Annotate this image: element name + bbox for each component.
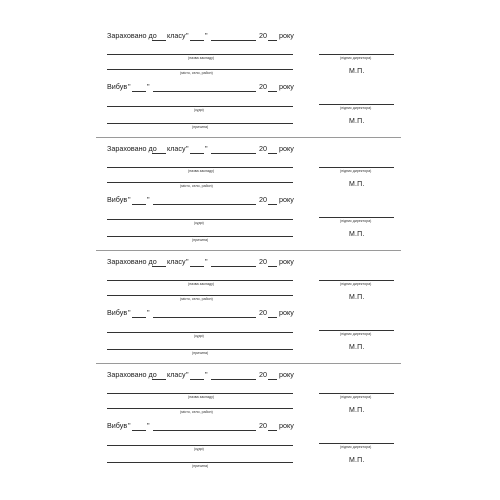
- director-signature-field[interactable]: [319, 104, 394, 105]
- record-block-3: [0, 226, 500, 355]
- reason-field[interactable]: [107, 462, 293, 463]
- left-month-field[interactable]: [153, 317, 256, 318]
- quote-close: ": [205, 144, 208, 153]
- reason-caption: (причина): [192, 125, 209, 129]
- director-signature-caption: (підпис директора): [340, 169, 372, 173]
- stamp-label: М.П.: [349, 231, 365, 238]
- record-block-4: [0, 339, 500, 468]
- record-block-1: [0, 0, 500, 129]
- year-century: 20: [259, 144, 267, 153]
- left-year-field[interactable]: [268, 317, 277, 318]
- school-caption: (назва закладу): [188, 56, 215, 60]
- left-day-field[interactable]: [132, 91, 146, 92]
- year-field[interactable]: [268, 40, 277, 41]
- director-signature-field[interactable]: [319, 393, 394, 394]
- left-day-field[interactable]: [132, 204, 146, 205]
- year-century: 20: [259, 195, 267, 204]
- quote-open: ": [186, 31, 189, 40]
- school-caption: (назва закладу): [188, 282, 215, 286]
- school-name-field[interactable]: [107, 54, 293, 55]
- school-caption: (назва закладу): [188, 169, 215, 173]
- enrolled-prefix: Зараховано до: [107, 144, 157, 153]
- stamp-label: М.П.: [349, 294, 365, 301]
- year-word: року: [279, 195, 294, 204]
- destination-caption: (куди): [194, 108, 204, 112]
- school-caption: (назва закладу): [188, 395, 215, 399]
- class-number-field[interactable]: [152, 40, 166, 41]
- director-signature-field[interactable]: [319, 280, 394, 281]
- reason-caption: (причина): [192, 238, 209, 242]
- month-field[interactable]: [211, 379, 256, 380]
- stamp-label: М.П.: [349, 118, 365, 125]
- stamp-label: М.П.: [349, 407, 365, 414]
- destination-caption: (куди): [194, 334, 204, 338]
- left-label: Вибув: [107, 308, 128, 317]
- quote-open: ": [186, 257, 189, 266]
- left-month-field[interactable]: [153, 430, 256, 431]
- quote-open: ": [128, 195, 131, 204]
- enrolled-prefix: Зараховано до: [107, 257, 157, 266]
- destination-caption: (куди): [194, 447, 204, 451]
- enrolled-prefix: Зараховано до: [107, 370, 157, 379]
- class-word: класу: [167, 31, 186, 40]
- left-day-field[interactable]: [132, 430, 146, 431]
- quote-close: ": [205, 31, 208, 40]
- left-month-field[interactable]: [153, 204, 256, 205]
- year-field[interactable]: [268, 266, 277, 267]
- left-day-field[interactable]: [132, 317, 146, 318]
- year-century: 20: [259, 257, 267, 266]
- quote-open: ": [128, 82, 131, 91]
- location-caption: (місто, село, район): [180, 410, 213, 414]
- class-word: класу: [167, 144, 186, 153]
- year-word: року: [279, 144, 294, 153]
- left-label: Вибув: [107, 421, 128, 430]
- destination-field[interactable]: [107, 445, 293, 446]
- month-field[interactable]: [211, 40, 256, 41]
- year-word: року: [279, 308, 294, 317]
- reason-caption: (причина): [192, 351, 209, 355]
- location-field[interactable]: [107, 182, 293, 183]
- director-signature-field[interactable]: [319, 443, 394, 444]
- director-signature-caption: (підпис директора): [340, 282, 372, 286]
- left-label: Вибув: [107, 195, 128, 204]
- quote-close: ": [205, 257, 208, 266]
- left-year-field[interactable]: [268, 204, 277, 205]
- location-caption: (місто, село, район): [180, 71, 213, 75]
- stamp-label: М.П.: [349, 68, 365, 75]
- quote-open: ": [128, 421, 131, 430]
- school-name-field[interactable]: [107, 393, 293, 394]
- year-field[interactable]: [268, 153, 277, 154]
- stamp-label: М.П.: [349, 181, 365, 188]
- day-field[interactable]: [190, 40, 204, 41]
- quote-close: ": [205, 370, 208, 379]
- stamp-label: М.П.: [349, 457, 365, 464]
- school-name-field[interactable]: [107, 280, 293, 281]
- director-signature-caption: (підпис директора): [340, 332, 372, 336]
- location-field[interactable]: [107, 69, 293, 70]
- left-year-field[interactable]: [268, 430, 277, 431]
- reason-caption: (причина): [192, 464, 209, 468]
- class-word: класу: [167, 257, 186, 266]
- day-field[interactable]: [190, 153, 204, 154]
- year-field[interactable]: [268, 379, 277, 380]
- director-signature-field[interactable]: [319, 54, 394, 55]
- class-number-field[interactable]: [152, 379, 166, 380]
- director-signature-caption: (підпис директора): [340, 395, 372, 399]
- destination-field[interactable]: [107, 332, 293, 333]
- year-century: 20: [259, 370, 267, 379]
- day-field[interactable]: [190, 379, 204, 380]
- day-field[interactable]: [190, 266, 204, 267]
- month-field[interactable]: [211, 266, 256, 267]
- location-field[interactable]: [107, 295, 293, 296]
- director-signature-field[interactable]: [319, 167, 394, 168]
- year-word: року: [279, 82, 294, 91]
- location-field[interactable]: [107, 408, 293, 409]
- destination-field[interactable]: [107, 219, 293, 220]
- quote-close: ": [147, 308, 150, 317]
- quote-close: ": [147, 195, 150, 204]
- left-month-field[interactable]: [153, 91, 256, 92]
- year-century: 20: [259, 421, 267, 430]
- class-word: класу: [167, 370, 186, 379]
- quote-close: ": [147, 82, 150, 91]
- director-signature-field[interactable]: [319, 330, 394, 331]
- class-number-field[interactable]: [152, 266, 166, 267]
- year-word: року: [279, 421, 294, 430]
- school-name-field[interactable]: [107, 167, 293, 168]
- year-century: 20: [259, 31, 267, 40]
- director-signature-caption: (підпис директора): [340, 219, 372, 223]
- year-word: року: [279, 370, 294, 379]
- quote-open: ": [186, 144, 189, 153]
- director-signature-caption: (підпис директора): [340, 106, 372, 110]
- destination-field[interactable]: [107, 106, 293, 107]
- director-signature-caption: (підпис директора): [340, 56, 372, 60]
- enrolled-prefix: Зараховано до: [107, 31, 157, 40]
- location-caption: (місто, село, район): [180, 297, 213, 301]
- director-signature-caption: (підпис директора): [340, 445, 372, 449]
- record-block-2: [0, 113, 500, 242]
- year-word: року: [279, 257, 294, 266]
- year-word: року: [279, 31, 294, 40]
- quote-close: ": [147, 421, 150, 430]
- quote-open: ": [186, 370, 189, 379]
- location-caption: (місто, село, район): [180, 184, 213, 188]
- class-number-field[interactable]: [152, 153, 166, 154]
- stamp-label: М.П.: [349, 344, 365, 351]
- month-field[interactable]: [211, 153, 256, 154]
- year-century: 20: [259, 82, 267, 91]
- destination-caption: (куди): [194, 221, 204, 225]
- director-signature-field[interactable]: [319, 217, 394, 218]
- left-year-field[interactable]: [268, 91, 277, 92]
- left-label: Вибув: [107, 82, 128, 91]
- quote-open: ": [128, 308, 131, 317]
- year-century: 20: [259, 308, 267, 317]
